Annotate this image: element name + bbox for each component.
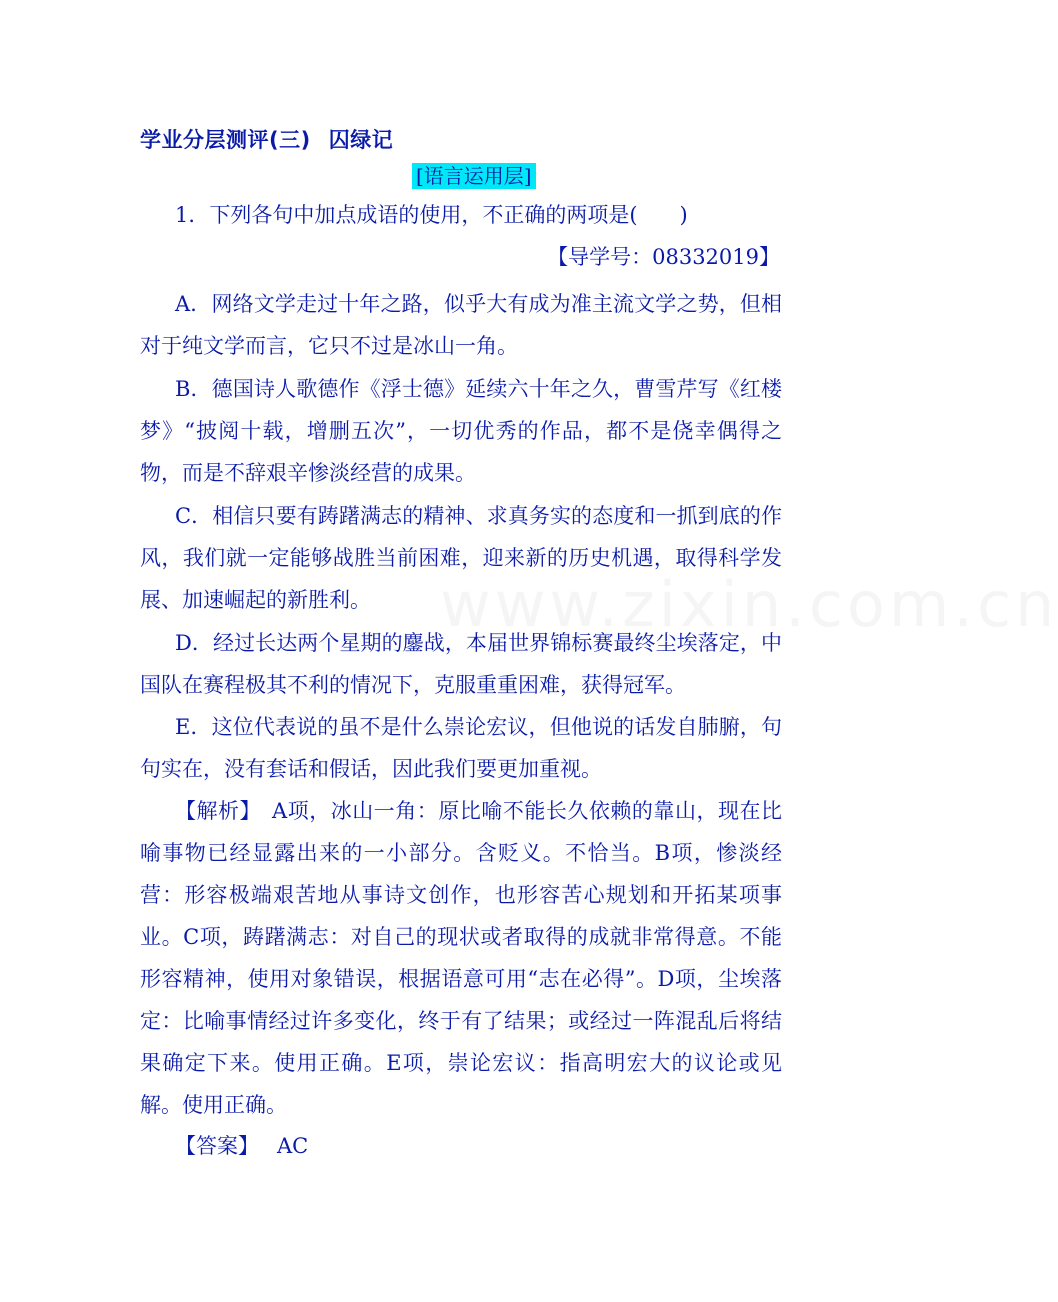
option-e	[140, 706, 782, 790]
analysis-section	[140, 790, 782, 1126]
title-sub: 囚绿记	[328, 128, 394, 152]
watermark: www.zixin.com.cn	[440, 568, 1058, 641]
title-main: 学业分层测评(三)	[140, 128, 311, 152]
option-a	[140, 283, 782, 367]
option-b	[140, 368, 782, 494]
option-b-text: B．德国诗人歌德作《浮士德》延续六十年之久，曹雪芹写《红楼梦》“披阅十载，增删五次”，一切优秀的作品，都不是侥幸偶得之物，而是不辞艰辛惨淡经营的成果。	[140, 377, 782, 485]
answer-line	[175, 1131, 308, 1161]
option-d-text: D．经过长达两个星期的鏖战，本届世界锦标赛最终尘埃落定，中国队在赛程极其不利的情况下，克服重重困难，获得冠军。	[140, 631, 782, 697]
document-title	[140, 124, 393, 154]
answer-label: 【答案】	[175, 1134, 259, 1158]
option-c-text: C．相信只要有踌躇满志的精神、求真务实的态度和一抓到底的作风，我们就一定能够战胜当前困难，迎来新的历史机遇，取得科学发展、加速崛起的新胜利。	[140, 504, 782, 612]
option-c	[140, 495, 782, 621]
option-a-text: A．网络文学走过十年之路，似乎大有成为准主流文学之势，但相对于纯文学而言，它只不过是冰山一角。	[140, 292, 782, 358]
analysis-text: 【解析】 A项，冰山一角：原比喻不能长久依赖的靠山，现在比喻事物已经显露出来的一小部分。含贬义。不恰当。B项，惨淡经营：形容极端艰苦地从事诗文创作，也形容苦心规划和开拓某项事业。C项，踌躇满志：对自己的现状或者取得的成就非常得意。不能形容精神，使用对象错误，根据语意可用“志在必得”。D项，尘埃落定：比喻事情经过许多变化，终于有了结果；或经过一阵混乱后将结果确定下来。使用正确。E项，崇论宏议：指高明宏大的议论或见解。使用正确。	[140, 799, 782, 1117]
section-label: [语言运用层]	[412, 163, 536, 189]
answer-value: AC	[277, 1134, 309, 1158]
option-d	[140, 622, 782, 706]
option-e-text: E．这位代表说的虽不是什么崇论宏议，但他说的话发自肺腑，句句实在，没有套话和假话，因此我们要更加重视。	[140, 715, 782, 781]
guide-number: 【导学号：08332019】	[547, 245, 780, 269]
question-stem: 1．下列各句中加点成语的使用，不正确的两项是( )	[175, 203, 688, 227]
